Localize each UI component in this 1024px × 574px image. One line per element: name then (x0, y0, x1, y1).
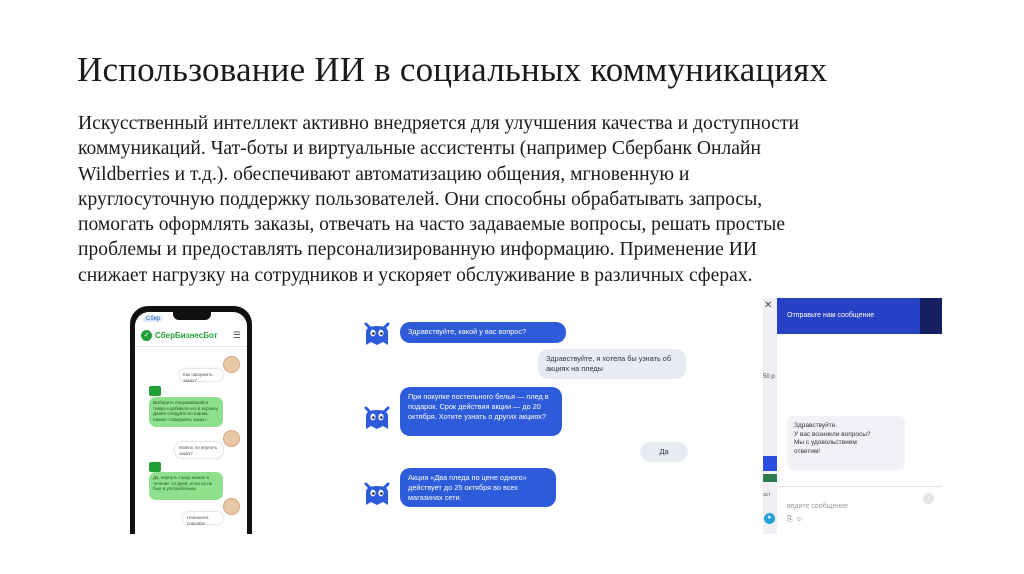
send-icon[interactable]: ↑ (923, 493, 934, 504)
menu-icon[interactable]: ☰ (232, 329, 241, 340)
greeting-line: Мы с удовольствием (794, 439, 857, 447)
attachment-emoji-icons[interactable]: ⎘☺ (787, 516, 806, 523)
user-message: Да (640, 442, 688, 462)
robot-icon (362, 318, 392, 348)
bot-message: При покупке постельного белья — плед в подарок. Срок действия акции — до 20 октября. Хотите узнать о других акциях? (400, 387, 562, 436)
background-page-strip (763, 298, 777, 534)
phone-screen (135, 312, 247, 534)
user-message: Здравствуйте, я хотела бы узнать об акциях на пледы (538, 349, 686, 379)
app-header (141, 328, 241, 342)
greeting-line: ответим! (794, 447, 821, 455)
close-icon[interactable]: ✕ (764, 300, 773, 311)
robot-icon (362, 402, 392, 432)
bot-icon (149, 462, 161, 472)
body-line: помогать оформлять заказы, отвечать на часто задаваемые вопросы, решать простые (78, 214, 786, 236)
greeting-line: У вас возникли вопросы? (794, 430, 871, 438)
user-message: Напишите, спасибо! (183, 512, 223, 524)
background-text: аст (763, 492, 771, 498)
body-line: круглосуточную поддержку пользователей. Они способны обрабатывать запросы, (78, 188, 763, 210)
background-block (763, 474, 777, 482)
bot-icon (149, 386, 161, 396)
background-block (763, 456, 777, 471)
bot-message: Здравствуйте, какой у вас вопрос? (400, 322, 566, 343)
robot-icon (362, 478, 392, 508)
body-line: проблемы и предоставлять персонализированную информацию. Применение ИИ (78, 239, 758, 261)
user-avatar (223, 356, 240, 373)
telegram-icon[interactable]: ➤ (764, 513, 775, 524)
phone-notch (173, 312, 211, 320)
widget-header (777, 298, 942, 334)
user-avatar (223, 498, 240, 515)
body-line: коммуникаций. Чат-боты и виртуальные ассистенты (например Сбербанк Онлайн (78, 138, 761, 160)
phone-mockup (130, 306, 252, 534)
header-divider (135, 346, 247, 347)
bot-message: Акция «Два пледа по цене одного» действует до 25 октября во всех магазинах сети. (400, 468, 556, 507)
body-line: снижает нагрузку на сотрудников и ускоряет обслуживание в различных сферах. (78, 264, 753, 286)
greeting-line: Здравствуйте. (794, 422, 838, 429)
message-input[interactable]: ведите сообщение (787, 503, 848, 510)
header-accent-block (920, 298, 942, 334)
background-price-text: 50 р (763, 374, 775, 380)
slide-body (78, 111, 948, 288)
user-avatar (223, 430, 240, 447)
user-message: Как оформить заказ? (179, 369, 223, 381)
widget-header-title: Отправьте нам сообщение (787, 312, 875, 319)
bot-message: Да, вернуть товар можно в течение 14 дней, если он не был в употреблении. (149, 472, 223, 500)
sber-logo-icon: ✓ (141, 330, 152, 341)
user-message: Можно ли вернуть заказ? (175, 442, 223, 458)
support-widget (763, 298, 942, 534)
body-line: Искусственный интеллект активно внедряется для улучшения качества и доступности (78, 113, 800, 134)
slide-title: Использование ИИ в социальных коммуникациях (77, 50, 828, 89)
input-divider (777, 486, 942, 487)
bot-message: Выберите понравившийся товар и добавьте его в корзину. Далее следуйте по шагам, нажав «Оформить заказ». (149, 397, 223, 427)
app-name: СберБизнесБот (155, 330, 218, 340)
greeting-message (787, 416, 905, 470)
phone-status-badge: Сбер (143, 316, 163, 322)
body-line: Wildberries и т.д.). обеспечивают автоматизацию общения, мгновенную и (78, 163, 690, 185)
